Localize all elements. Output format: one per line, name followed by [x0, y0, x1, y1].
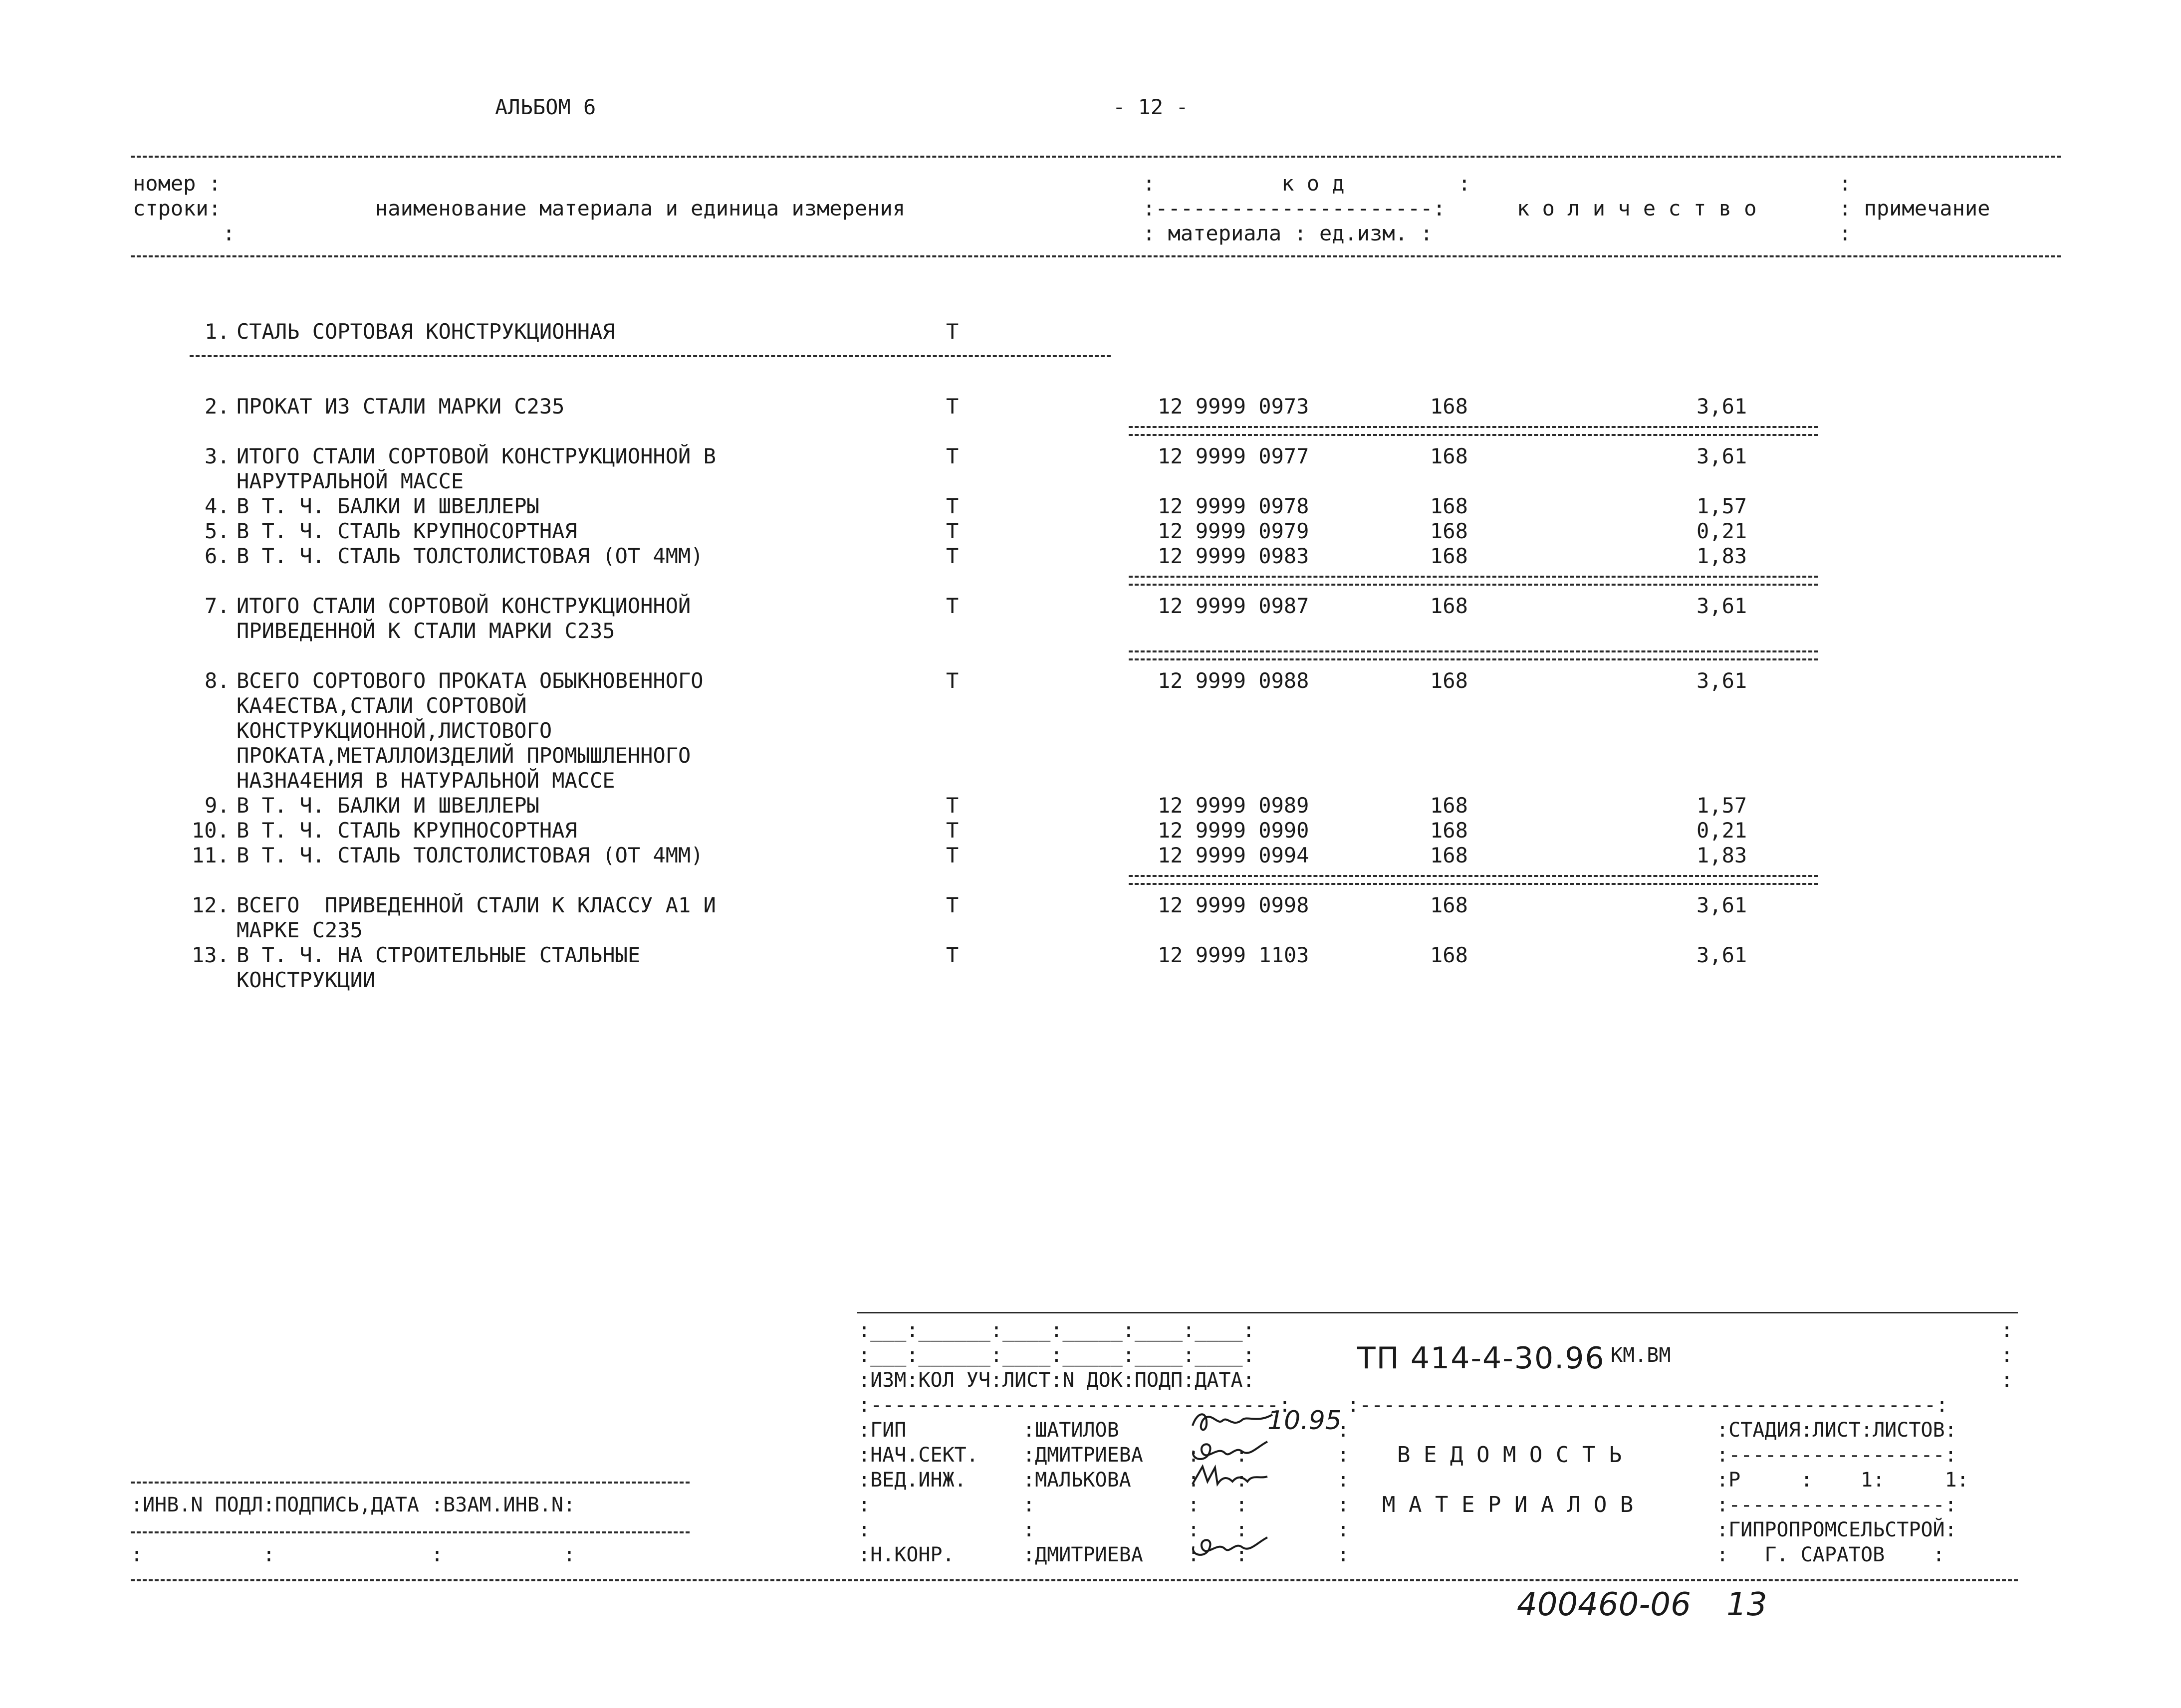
header-code-l2: :----------------------:	[1143, 196, 1446, 220]
header-note-l3: :	[1839, 221, 1852, 245]
title-line-1: В Е Д О М О С Т Ь	[1397, 1442, 1622, 1468]
archive-number: 400460-06	[1517, 1586, 1691, 1623]
row-name: ИТОГО СТАЛИ СОРТОВОЙ КОНСТРУКЦИОННОЙ	[237, 594, 691, 618]
org-separator: :------------------:	[1716, 1494, 1957, 1516]
row-name: В Т. Ч. НА СТРОИТЕЛЬНЫЕ СТАЛЬНЫЕ	[237, 943, 641, 967]
role-name: :	[1023, 1518, 1035, 1541]
row-code: 12 9999 0989	[1158, 793, 1309, 818]
stamp-right-border-3: :	[2001, 1369, 2013, 1392]
row-code: 12 9999 0994	[1158, 843, 1309, 867]
row-name: В Т. Ч. СТАЛЬ ТОЛСТОЛИСТОВАЯ (ОТ 4ММ)	[237, 544, 704, 568]
row-unit: Т	[946, 893, 959, 917]
header-bottom-rule	[131, 255, 2061, 257]
row-qty: 1,83	[1696, 544, 1747, 568]
row-num: 10.	[192, 818, 230, 843]
row-name: В Т. Ч. СТАЛЬ КРУПНОСОРТНАЯ	[237, 818, 577, 843]
row-qty: 0,21	[1696, 519, 1747, 543]
stamp-mid-separator: :------------------------------------------------:	[1347, 1394, 1948, 1417]
row-unit: Т	[946, 319, 959, 344]
role-label: :ВЕД.ИНЖ.	[858, 1469, 967, 1492]
stamp-col-colons: :	[1337, 1444, 1350, 1467]
row-num: 8.	[205, 668, 230, 693]
row-num: 2.	[205, 394, 230, 419]
row-code: 12 9999 0987	[1158, 594, 1309, 618]
row-name: НАЗНА4ЕНИЯ В НАТУРАЛЬНОЙ МАССЕ	[237, 768, 615, 793]
header-name: наименование материала и единица измерения	[375, 196, 906, 220]
header-code-l1: : к о д :	[1143, 171, 1471, 196]
row-name: ИТОГО СТАЛИ СОРТОВОЙ КОНСТРУКЦИОННОЙ В	[237, 444, 716, 468]
sheet-number: 13	[1726, 1586, 1767, 1623]
stamp-col-colons: : :	[1188, 1494, 1248, 1516]
stamp-col-colons: : :	[1188, 1543, 1248, 1566]
doc-mark: КМ.ВМ	[1611, 1344, 1671, 1367]
header-note-l1: :	[1839, 171, 1852, 196]
row-unit: Т	[946, 843, 959, 867]
row-name: КОНСТРУКЦИИ	[237, 968, 376, 992]
row-name: ВСЕГО СОРТОВОГО ПРОКАТА ОБЫКНОВЕННОГО	[237, 668, 704, 693]
header-num-l2: строки:	[133, 196, 222, 220]
row-num: 13.	[192, 943, 230, 967]
stamp-col-colons: :	[1337, 1518, 1350, 1541]
row-qty: 3,61	[1696, 943, 1747, 967]
role-label: :ГИП	[858, 1419, 907, 1442]
title-line-2: М А Т Е Р И А Л О В	[1382, 1492, 1634, 1517]
stamp-col-colons: : :	[1188, 1469, 1248, 1492]
row-num: 4.	[205, 494, 230, 518]
row-qty: 3,61	[1696, 893, 1747, 917]
row-name: В Т. Ч. СТАЛЬ ТОЛСТОЛИСТОВАЯ (ОТ 4ММ)	[237, 843, 704, 867]
inv-mid-rule	[131, 1531, 690, 1533]
row-unit: Т	[946, 818, 959, 843]
row-name: КОНСТРУКЦИОННОЙ,ЛИСТОВОГО	[237, 718, 552, 743]
role-label: :Н.КОНР.	[858, 1543, 955, 1566]
row-unit: Т	[946, 544, 959, 568]
row-name: ПРОКАТ ИЗ СТАЛИ МАРКИ С235	[237, 394, 565, 419]
row-ed: 168	[1430, 843, 1468, 867]
role-label: :	[858, 1494, 871, 1516]
role-name: :ДМИТРИЕВА	[1023, 1543, 1143, 1566]
row-name: В Т. Ч. СТАЛЬ КРУПНОСОРТНАЯ	[237, 519, 577, 543]
row-unit: Т	[946, 519, 959, 543]
row-qty: 3,61	[1696, 394, 1747, 419]
header-qty: к о л и ч е с т в о	[1517, 196, 1757, 220]
row-num: 5.	[205, 519, 230, 543]
row-code: 12 9999 0979	[1158, 519, 1309, 543]
row-ed: 168	[1430, 519, 1468, 543]
row-code: 12 9999 0978	[1158, 494, 1309, 518]
role-label: :	[858, 1518, 871, 1541]
row-name: МАРКЕ С235	[237, 918, 363, 942]
inv-labels: :ИНВ.N ПОДЛ:ПОДПИСЬ,ДАТА :ВЗАМ.ИНВ.N:	[131, 1494, 576, 1516]
row-num: 11.	[192, 843, 230, 867]
row-ed: 168	[1430, 668, 1468, 693]
row-ed: 168	[1430, 594, 1468, 618]
row-name: ВСЕГО ПРИВЕДЕННОЙ СТАЛИ К КЛАССУ А1 И	[237, 893, 716, 917]
header-num-l1: номер :	[133, 171, 222, 196]
page-number: - 12 -	[1113, 95, 1189, 119]
header-code-l3: : материала : ед.изм. :	[1143, 221, 1433, 245]
row-qty: 0,21	[1696, 818, 1747, 843]
row-unit: Т	[946, 444, 959, 468]
album-label: АЛЬБОМ 6	[495, 95, 596, 119]
row-num: 9.	[205, 793, 230, 818]
stamp-blank-row-1: :___:______:____:_____:____:____:	[858, 1319, 1255, 1342]
row-qty: 1,57	[1696, 494, 1747, 518]
stamp-right-border-2: :	[2001, 1344, 2013, 1367]
row-unit: Т	[946, 494, 959, 518]
city: : Г. САРАТОВ :	[1716, 1543, 1945, 1566]
stamp-col-colons: :	[1337, 1469, 1350, 1492]
stamp-col-colons: :	[1337, 1543, 1350, 1566]
row7-double-rule	[1129, 650, 1818, 660]
row-unit: Т	[946, 943, 959, 967]
header-note-l2: : примечание	[1839, 196, 1990, 220]
organization: :ГИПРОПРОМСЕЛЬСТРОЙ:	[1716, 1518, 1957, 1541]
signature-dmitrieva-2	[1188, 1531, 1272, 1561]
row-qty: 3,61	[1696, 594, 1747, 618]
row-name: ПРИВЕДЕННОЙ К СТАЛИ МАРКИ С235	[237, 619, 615, 643]
row6-double-rule	[1129, 576, 1818, 586]
signature-date: 10.95	[1267, 1406, 1342, 1436]
row-ed: 168	[1430, 893, 1468, 917]
row-unit: Т	[946, 668, 959, 693]
row-code: 12 9999 0990	[1158, 818, 1309, 843]
row-ed: 168	[1430, 943, 1468, 967]
row-ed: 168	[1430, 394, 1468, 419]
role-name: :	[1023, 1494, 1035, 1516]
signature-dmitrieva	[1188, 1436, 1272, 1466]
row-code: 12 9999 0973	[1158, 394, 1309, 419]
header-num-l3: :	[223, 221, 236, 245]
role-label: :НАЧ.СЕКТ.	[858, 1444, 978, 1467]
row-name: В Т. Ч. БАЛКИ И ШВЕЛЛЕРЫ	[237, 494, 539, 518]
role-name: :ШАТИЛОВ	[1023, 1419, 1119, 1442]
header-top-rule	[131, 156, 2061, 158]
row-ed: 168	[1430, 818, 1468, 843]
row-name: СТАЛЬ СОРТОВАЯ КОНСТРУКЦИОННАЯ	[237, 319, 615, 344]
stamp-top-rule	[857, 1312, 2018, 1313]
role-name: :ДМИТРИЕВА	[1023, 1444, 1143, 1467]
row-code: 12 9999 0983	[1158, 544, 1309, 568]
stamp-separator: :----------------------------------:	[858, 1394, 1291, 1417]
stamp-blank-row-2: :___:______:____:_____:____:____:	[858, 1344, 1255, 1367]
row-code: 12 9999 1103	[1158, 943, 1309, 967]
stamp-columns: :ИЗМ:КОЛ УЧ:ЛИСТ:N ДОК:ПОДП:ДАТА:	[858, 1369, 1255, 1392]
row11-double-rule	[1129, 875, 1818, 885]
row-ed: 168	[1430, 494, 1468, 518]
stage-header: :СТАДИЯ:ЛИСТ:ЛИСТОВ:	[1716, 1419, 1957, 1442]
stamp-right-border-1: :	[2001, 1319, 2013, 1342]
row-code: 12 9999 0977	[1158, 444, 1309, 468]
signature-malkova	[1188, 1462, 1272, 1492]
row1-rule	[190, 355, 1111, 357]
row-qty: 1,83	[1696, 843, 1747, 867]
stage-values: :Р : 1: 1:	[1716, 1469, 1969, 1492]
doc-code: ТП 414-4-30.96	[1357, 1341, 1605, 1376]
row-qty: 1,57	[1696, 793, 1747, 818]
row-name: В Т. Ч. БАЛКИ И ШВЕЛЛЕРЫ	[237, 793, 539, 818]
row-num: 7.	[205, 594, 230, 618]
row-name: НАРУТРАЛЬНОЙ МАССЕ	[237, 469, 464, 493]
stamp-col-colons: :	[1337, 1419, 1350, 1442]
bottom-rule	[131, 1579, 2018, 1581]
row-qty: 3,61	[1696, 444, 1747, 468]
row-ed: 168	[1430, 793, 1468, 818]
stamp-col-colons: : :	[1188, 1518, 1248, 1541]
row-num: 3.	[205, 444, 230, 468]
row-code: 12 9999 0988	[1158, 668, 1309, 693]
row2-double-rule	[1129, 426, 1818, 436]
row-num: 1.	[205, 319, 230, 344]
row-qty: 3,61	[1696, 668, 1747, 693]
inv-empty-cells: : : : :	[131, 1543, 576, 1566]
row-unit: Т	[946, 394, 959, 419]
row-unit: Т	[946, 594, 959, 618]
stage-separator: :------------------:	[1716, 1444, 1957, 1467]
inv-top-rule	[131, 1482, 690, 1484]
row-num: 12.	[192, 893, 230, 917]
row-name: КА4ЕСТВА,СТАЛИ СОРТОВОЙ	[237, 693, 527, 718]
row-ed: 168	[1430, 544, 1468, 568]
row-ed: 168	[1430, 444, 1468, 468]
row-name: ПРОКАТА,МЕТАЛЛОИЗДЕЛИЙ ПРОМЫШЛЕННОГО	[237, 743, 691, 768]
row-code: 12 9999 0998	[1158, 893, 1309, 917]
role-name: :МАЛЬКОВА	[1023, 1469, 1131, 1492]
stamp-col-colons: : :	[1188, 1444, 1248, 1467]
stamp-col-colons: :	[1337, 1494, 1350, 1516]
row-unit: Т	[946, 793, 959, 818]
row-num: 6.	[205, 544, 230, 568]
